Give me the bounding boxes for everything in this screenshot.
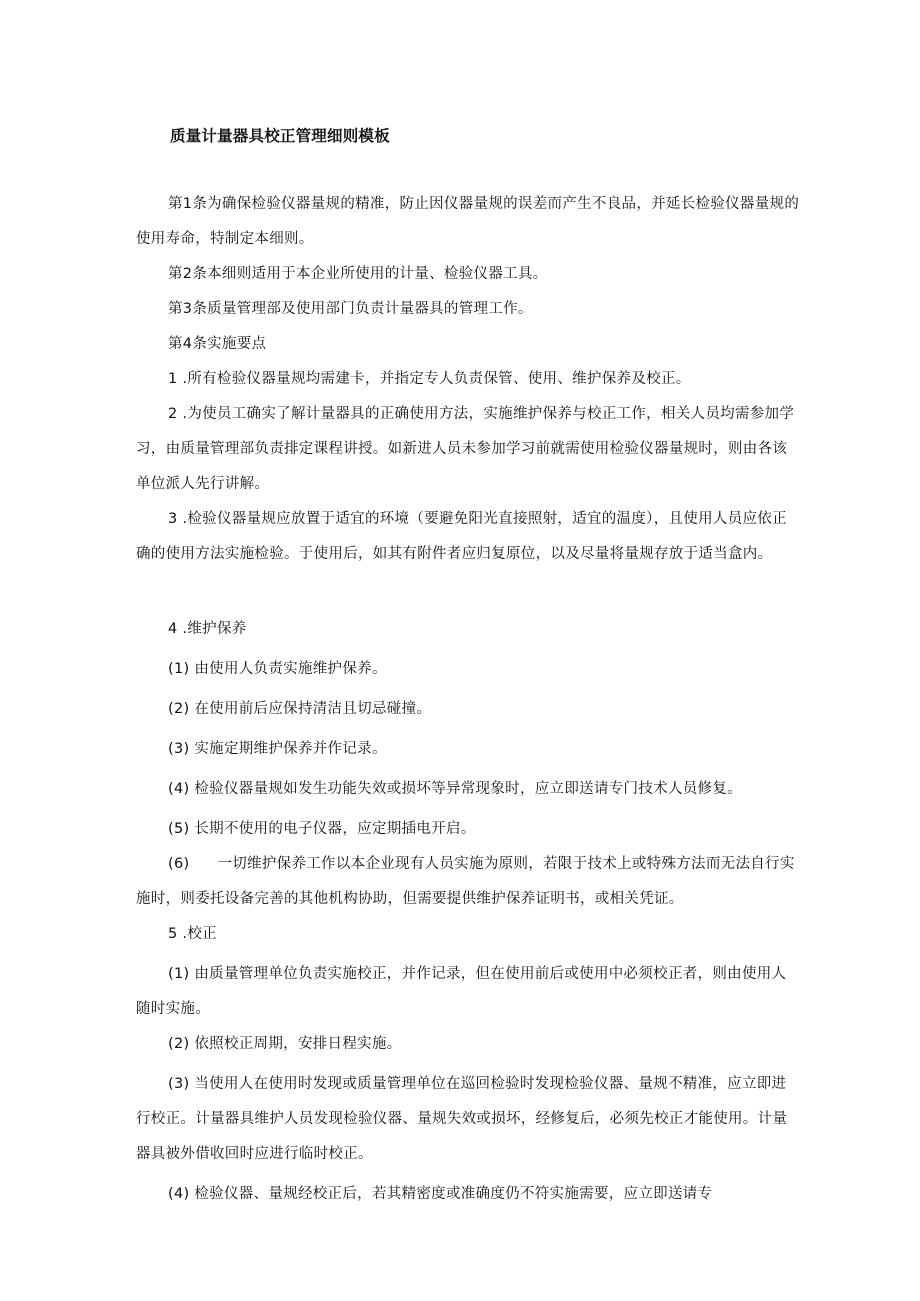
document-title: 质量计量器具校正管理细则模板 bbox=[170, 127, 390, 145]
subitem-4-6-number: (6) bbox=[168, 856, 190, 872]
subitem-4-6 bbox=[136, 847, 801, 917]
subitem-5-4: (4) 检验仪器、量规经校正后，若其精密度或准确度仍不符实施需要，应立即送请专 bbox=[168, 1186, 713, 1202]
item-5-heading: 5 .校正 bbox=[168, 926, 217, 942]
item-2: 2 .为使员工确实了解计量器具的正确使用方法，实施维护保养与校正工作，相关人员均需参加学习，由质量管理部负责排定课程讲授。如新进人员未参加学习前就需使用检验仪器量规时，则由各该单位派人先行讲解。 bbox=[136, 406, 795, 492]
article-4-heading: 第4条实施要点 bbox=[168, 336, 267, 352]
subitem-4-2: (2) 在使用前后应保持清洁且切忌碰撞。 bbox=[168, 701, 432, 717]
subitem-4-6-text: 一切维护保养工作以本企业现有人员实施为原则，若限于技术上或特殊方法而无法自行实施时，则委托设备完善的其他机构协助，但需要提供维护保养证明书，或相关凭证。 bbox=[136, 856, 795, 907]
subitem-4-4: (4) 检验仪器量规如发生功能失效或损坏等异常现象时，应立即送请专门技术人员修复。 bbox=[168, 781, 742, 797]
subitem-4-3: (3) 实施定期维护保养并作记录。 bbox=[168, 741, 387, 757]
item-1: 1 .所有检验仪器量规均需建卡，并指定专人负责保管、使用、维护保养及校正。 bbox=[168, 371, 691, 387]
subitem-4-1: (1) 由使用人负责实施维护保养。 bbox=[168, 661, 387, 677]
item-4-heading: 4 .维护保养 bbox=[168, 621, 247, 637]
article-2: 第2条本细则适用于本企业所使用的计量、检验仪器工具。 bbox=[168, 266, 548, 282]
item-3: 3 .检验仪器量规应放置于适宜的环境（要避免阳光直接照射，适宜的温度），且使用人员应依正确的使用方法实施检验。于使用后，如其有附件者应归复原位，以及尽量将量规存放于适当盒内。 bbox=[136, 511, 787, 562]
subitem-5-2: (2) 依照校正周期，安排日程实施。 bbox=[168, 1036, 402, 1052]
subitem-4-5: (5) 长期不使用的电子仪器，应定期插电开启。 bbox=[168, 821, 476, 837]
article-1: 第1条为确保检验仪器量规的精准，防止因仪器量规的误差而产生不良品，并延长检验仪器量规的使用寿命，特制定本细则。 bbox=[136, 196, 800, 247]
article-3: 第3条质量管理部及使用部门负责计量器具的管理工作。 bbox=[168, 301, 533, 317]
subitem-5-1: (1) 由质量管理单位负责实施校正，并作记录，但在使用前后或使用中必须校正者，则由使用人随时实施。 bbox=[136, 966, 787, 1017]
subitem-5-3: (3) 当使用人在使用时发现或质量管理单位在巡回检验时发现检验仪器、量规不精准，应立即进行校正。计量器具维护人员发现检验仪器、量规失效或损坏，经修复后，必须先校正才能使用。计量器具被外借收回时应进行临时校正。 bbox=[136, 1076, 788, 1162]
